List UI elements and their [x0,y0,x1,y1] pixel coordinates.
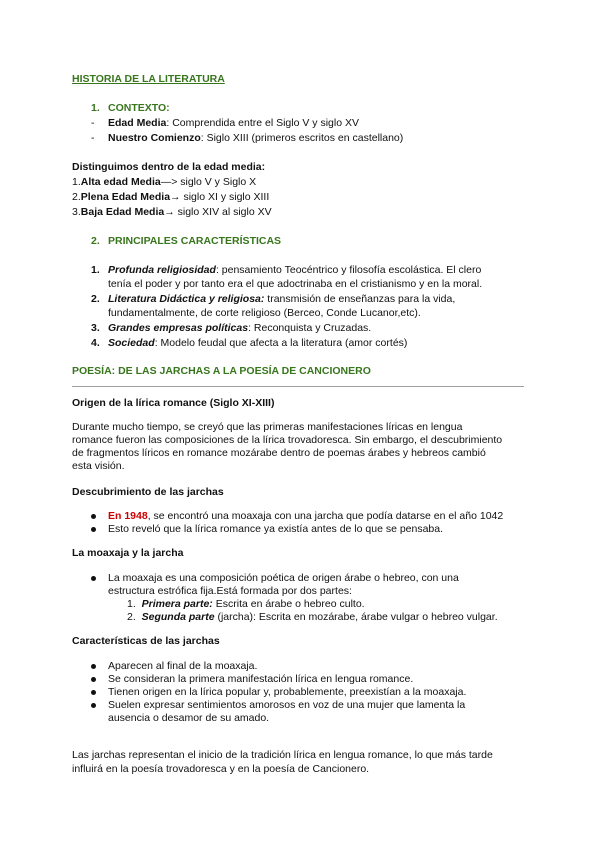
page-title: HISTORIA DE LA LITERATURA [72,73,225,85]
paragraph-line: de fragmentos líricos en romance mozárabe dentro de poemas árabes y hebreos cambió [72,447,486,459]
list-item: Suelen expresar sentimientos amorosos en voz de una mujer que lamenta la [108,699,466,711]
bullet-icon [91,703,96,708]
item-label: Grandes empresas políticas [108,322,249,334]
item-number: 2. [91,293,100,305]
item-text: Escrita en árabe o hebreo culto. [212,598,365,610]
item-continuation: fundamentalmente, de corte religioso (Berceo, Conde Lucanor,etc). [108,307,421,319]
list-item [108,337,407,350]
item-number: 3. [72,206,81,218]
bullet-icon [91,690,96,695]
paragraph-line: esta visión. [72,460,125,472]
item-continuation: tenía el poder y por tanto era el que adoctrinaba en el cristianismo y en la moral. [108,278,483,290]
item-text: transmisión de enseñanzas para la vida, [264,293,456,305]
item-text: → siglo XIV al siglo XV [164,206,272,218]
item-number: 1. [91,264,100,276]
item-number: 2. [72,191,81,203]
item-number: 1. [127,598,136,610]
bullet-icon [91,664,96,669]
paragraph-line: romance fueron las composiciones de la lírica trovadoresca. Sin embargo, el descubrimiento [72,434,503,446]
subheading-jarchas: Características de las jarchas [72,635,220,647]
horizontal-divider [72,386,524,387]
list-item [72,176,256,189]
item-label: Plena Edad Media [80,191,171,203]
highlight-year: En 1948 [108,510,148,522]
item-continuation: ausencia o desamor de su amado. [108,712,270,724]
section-heading-caracteristicas: PRINCIPALES CARACTERÍSTICAS [108,235,282,247]
list-item [108,510,503,523]
bullet-icon [91,527,96,532]
paragraph-line: Durante mucho tiempo, se creyó que las primeras manifestaciones líricas en lengua [72,421,463,433]
subheading-descubrimiento: Descubrimiento de las jarchas [72,486,224,498]
paragraph-line: influirá en la poesía trovadoresca y en la poesía de Cancionero. [72,763,370,775]
item-label: Sociedad [108,337,155,349]
item-label: Nuestro Comienzo [108,132,201,144]
section-number: 1. [91,102,100,114]
item-label: Literatura Didáctica y religiosa: [108,293,265,305]
item-text: : Comprendida entre el Siglo V y siglo XV [166,117,359,129]
item-text: → siglo XI y siglo XIII [170,191,270,203]
list-item [72,191,269,204]
section-heading-poesia: POESÍA: DE LAS JARCHAS A LA POESÍA DE CANCIONERO [72,365,371,377]
list-item: Aparecen al final de la moaxaja. [108,660,258,672]
list-item [72,206,272,219]
paragraph-line: Las jarchas representan el inicio de la tradición lírica en lengua romance, lo que más tarde [72,749,493,761]
list-item [108,117,359,130]
list-item: Se consideran la primera manifestación lírica en lengua romance. [108,673,414,685]
item-label: Edad Media [108,117,167,129]
item-text: : Modelo feudal que afecta a la literatura (amor cortés) [154,337,408,349]
list-item [108,322,371,335]
subheading-edad-media: Distinguimos dentro de la edad media: [72,161,266,173]
list-item [108,293,455,306]
subheading-moaxaja: La moaxaja y la jarcha [72,547,184,559]
dash-bullet: - [91,132,95,144]
list-item [108,132,403,145]
item-number: 1. [72,176,81,188]
item-text: —> siglo V y Siglo X [160,176,257,188]
section-number: 2. [91,235,100,247]
item-label: Baja Edad Media [80,206,165,218]
item-text: : Siglo XIII (primeros escritos en castellano) [200,132,404,144]
sub-list-item [127,598,365,611]
bullet-icon [91,514,96,519]
list-item: Esto reveló que la lírica romance ya existía antes de lo que se pensaba. [108,523,444,535]
item-label: Segunda parte [141,611,215,623]
item-label: Primera parte: [141,598,213,610]
item-number: 3. [91,322,100,334]
item-text: (jarcha): Escrita en mozárabe, árabe vulgar o hebreo vulgar. [214,611,498,623]
item-text: : pensamiento Teocéntrico y filosofía escolástica. El clero [215,264,482,276]
item-text: : Reconquista y Cruzadas. [248,322,372,334]
list-item: La moaxaja es una composición poética de origen árabe o hebreo, con una [108,572,459,584]
bullet-icon [91,576,96,581]
bullet-icon [91,677,96,682]
list-item: Tienen origen en la lírica popular y, probablemente, preexistían a la moaxaja. [108,686,467,698]
item-number: 2. [127,611,136,623]
sub-list-item [127,611,498,624]
item-continuation: estructura estrófica fija.Está formada por dos partes: [108,585,352,597]
section-heading-contexto: CONTEXTO: [108,102,170,114]
item-text: , se encontró una moaxaja con una jarcha que podía datarse en el año 1042 [147,510,504,522]
item-label: Alta edad Media [80,176,161,188]
item-number: 4. [91,337,100,349]
dash-bullet: - [91,117,95,129]
subheading-origen: Origen de la lírica romance (Siglo XI-XIII) [72,397,275,409]
list-item [108,264,481,277]
item-label: Profunda religiosidad [108,264,216,276]
